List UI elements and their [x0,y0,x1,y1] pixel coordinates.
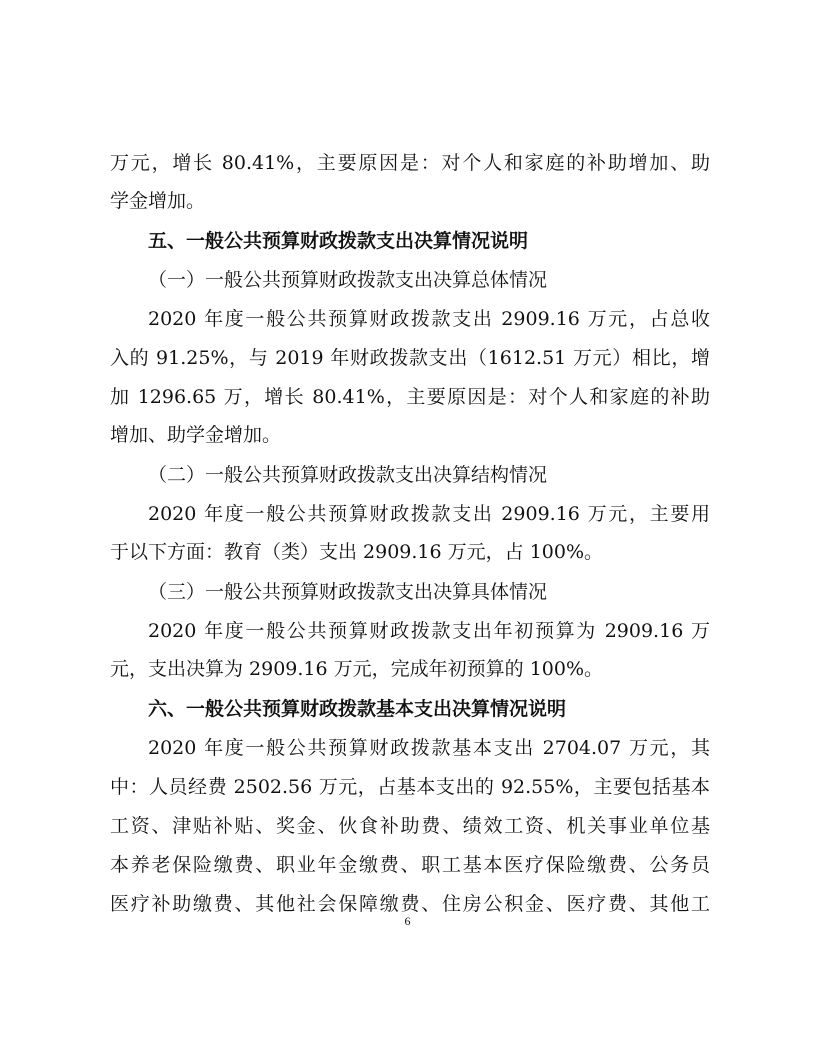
paragraph-line: 学金增加。 [110,190,206,212]
paragraph-line: 本养老保险缴费、职业年金缴费、职工基本医疗保险缴费、公务员 [110,854,710,876]
paragraph-line: 中：人员经费 2502.56 万元，占基本支出的 92.55%，主要包括基本 [110,776,710,798]
paragraph-line: 2020 年度一般公共预算财政拨款支出年初预算为 2909.16 万 [148,620,710,642]
section-heading: 六、一般公共预算财政拨款基本支出决算情况说明 [148,698,567,720]
paragraph-line: 入的 91.25%，与 2019 年财政拨款支出（1612.51 万元）相比，增 [110,347,710,369]
paragraph-line: 加 1296.65 万，增长 80.41%，主要原因是：对个人和家庭的补助 [110,386,710,408]
paragraph-line: 2020 年度一般公共预算财政拨款支出 2909.16 万元，主要用 [148,503,710,525]
section-heading: 五、一般公共预算财政拨款支出决算情况说明 [148,230,529,252]
paragraph-line: 工资、津贴补贴、奖金、伙食补助费、绩效工资、机关事业单位基 [110,815,710,837]
subsection-heading: （一）一般公共预算财政拨款支出决算总体情况 [148,269,548,291]
paragraph-line: 医疗补助缴费、其他社会保障缴费、住房公积金、医疗费、其他工 [110,893,710,915]
paragraph-line: 增加、助学金增加。 [110,424,282,446]
paragraph-line: 2020 年度一般公共预算财政拨款基本支出 2704.07 万元，其 [148,737,710,759]
page-number: 6 [404,914,411,928]
paragraph-line: 万元，增长 80.41%，主要原因是：对个人和家庭的补助增加、助 [110,152,710,174]
subsection-heading: （二）一般公共预算财政拨款支出决算结构情况 [148,464,548,486]
subsection-heading: （三）一般公共预算财政拨款支出决算具体情况 [148,581,548,603]
paragraph-line: 2020 年度一般公共预算财政拨款支出 2909.16 万元，占总收 [148,308,710,330]
paragraph-line: 元，支出决算为 2909.16 万元，完成年初预算的 100%。 [110,658,604,680]
paragraph-line: 于以下方面：教育（类）支出 2909.16 万元，占 100%。 [110,541,604,563]
